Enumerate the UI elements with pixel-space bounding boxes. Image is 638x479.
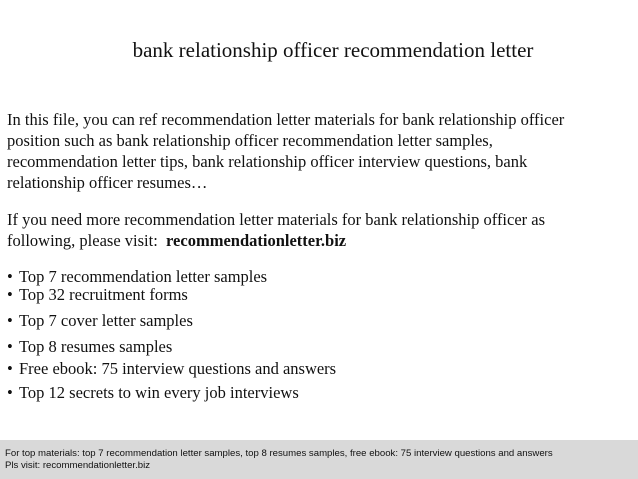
list-item <box>7 310 336 332</box>
list-item-text: Top 12 secrets to win every job interviews <box>19 383 299 402</box>
list-item-text: Top 7 cover letter samples <box>19 311 193 330</box>
list-item <box>7 284 336 306</box>
bullet-icon: • <box>7 285 13 304</box>
bullet-icon: • <box>7 383 13 402</box>
page-title: bank relationship officer recommendation letter <box>132 38 534 62</box>
more-info-paragraph <box>7 209 627 251</box>
intro-paragraph <box>7 109 627 193</box>
list-item-text: Top 7 recommendation letter samples <box>19 267 268 286</box>
intro-line: position such as bank relationship officer recommendation letter samples, <box>7 131 493 150</box>
list-item <box>7 382 336 404</box>
more-info-line: If you need more recommendation letter materials for bank relationship officer as <box>7 210 546 229</box>
website-link[interactable]: recommendationletter.biz <box>166 231 347 250</box>
footer-line: Pls visit: recommendationletter.biz <box>5 459 151 471</box>
visit-prefix: following, please visit: <box>7 231 167 250</box>
intro-line: relationship officer resumes… <box>7 173 208 192</box>
footer-banner <box>0 440 638 479</box>
bullet-icon: • <box>7 337 13 356</box>
intro-line: In this file, you can ref recommendation letter materials for bank relationship officer <box>7 110 565 129</box>
list-item-text: Top 8 resumes samples <box>19 337 173 356</box>
list-item <box>7 336 336 358</box>
more-info-line <box>7 230 627 251</box>
list-item-text: Top 32 recruitment forms <box>19 285 188 304</box>
intro-line: recommendation letter tips, bank relationship officer interview questions, bank <box>7 152 528 171</box>
bullet-icon: • <box>7 359 13 378</box>
materials-list <box>7 266 336 404</box>
list-item <box>7 358 336 380</box>
list-item-text: Free ebook: 75 interview questions and answers <box>19 359 337 378</box>
footer-line: For top materials: top 7 recommendation letter samples, top 8 resumes samples, free ebook: 75 interview questions and answers <box>5 448 553 459</box>
bullet-icon: • <box>7 311 13 330</box>
bullet-icon: • <box>7 267 13 286</box>
